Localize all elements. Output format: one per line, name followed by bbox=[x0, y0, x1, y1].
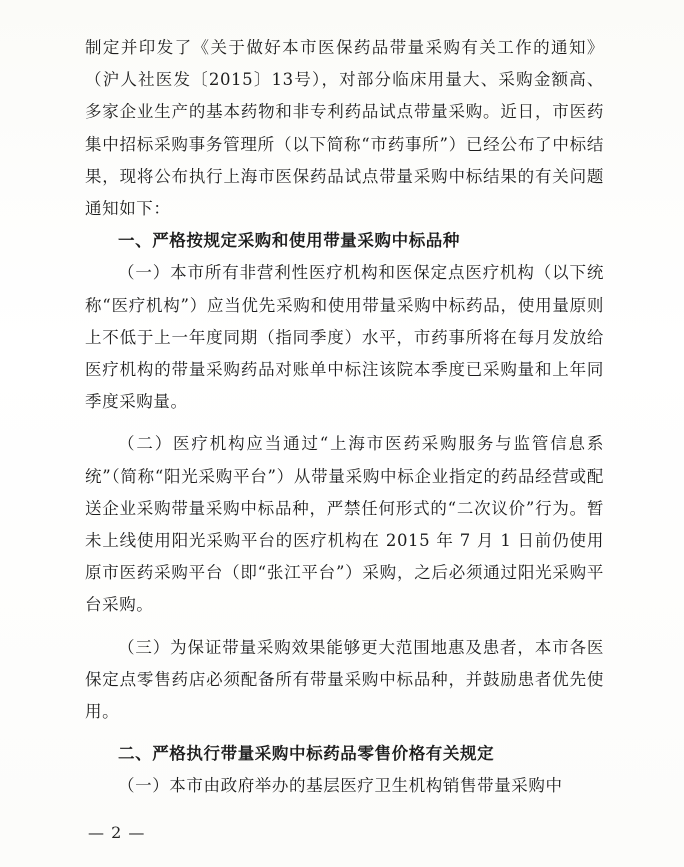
clause-2-1: （一）本市由政府举办的基层医疗卫生机构销售带量采购中 bbox=[118, 776, 563, 796]
clause-1-1: （一）本市所有非营利性医疗机构和医保定点医疗机构（以下统称“医疗机构”）应当优先采购和使用带量采购中标药品，使用量原则上不低于上一年度同期（指同季度）水平，市药事所将在每月发放给医疗机构的带量采购药品对账单中标注该院本季度已采购量和上年同季度采购量。 bbox=[85, 263, 604, 412]
section-heading-2: 二、严格执行带量采购中标药品零售价格有关规定 bbox=[118, 744, 495, 764]
intro-paragraph: 制定并印发了《关于做好本市医保药品带量采购有关工作的通知》（沪人社医发〔2015〕13号），对部分临床用量大、采购金额高、多家企业生产的基本药物和非专利药品试点带量采购。近日，市医药集中招标采购事务管理所（以下简称“市药事所”）已经公布了中标结果，现将公布执行上海市医保药品试点带量采购中标结果的有关问题通知如下： bbox=[85, 38, 604, 219]
section-heading-1: 一、严格按规定采购和使用带量采购中标品种 bbox=[118, 231, 460, 251]
clause-1-2: （二）医疗机构应当通过“上海市医药采购服务与监管信息系统”（简称“阳光采购平台”）从带量采购中标企业指定的药品经营或配送企业采购带量采购中标品种，严禁任何形式的“二次议价”行为。暂未上线使用阳光采购平台的医疗机构在 2015 年 7 月 1 日前仍使用原市医药采购平台（即“张江平台”）采购，之后必须通过阳光采购平台采购。 bbox=[85, 434, 604, 615]
page-number: — 2 — bbox=[88, 823, 146, 842]
clause-1-3: （三）为保证带量采购效果能够更大范围地惠及患者，本市各医保定点零售药店必须配备所有带量采购中标品种，并鼓励患者优先使用。 bbox=[85, 637, 604, 722]
